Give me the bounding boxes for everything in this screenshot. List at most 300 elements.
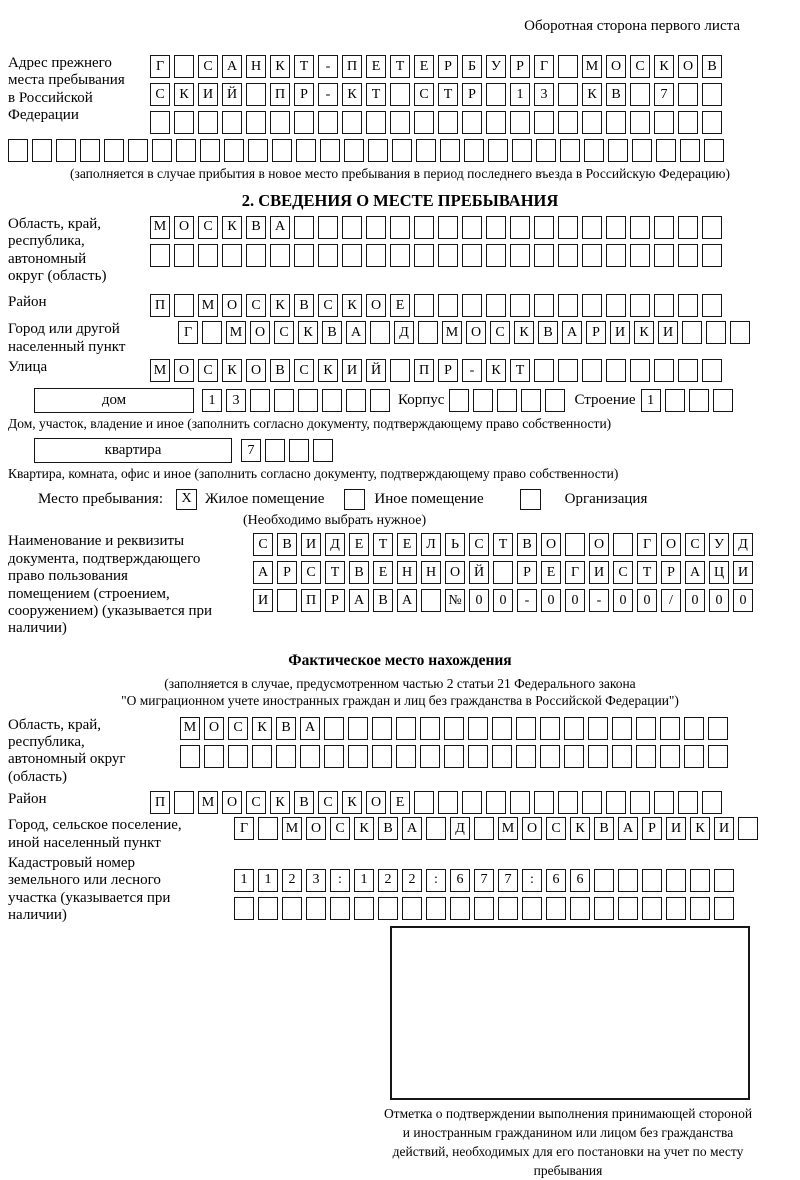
char-cell: И bbox=[658, 321, 678, 344]
char-cell bbox=[534, 216, 554, 239]
char-cell bbox=[560, 139, 580, 162]
char-grid-row bbox=[234, 869, 734, 892]
stay-type-hint: (Необходимо выбрать нужное) bbox=[243, 512, 427, 528]
char-cell bbox=[714, 869, 734, 892]
char-cell bbox=[180, 745, 200, 768]
char-cell: - bbox=[517, 589, 537, 612]
char-cell: К bbox=[252, 717, 272, 740]
char-cell: 7 bbox=[654, 83, 674, 106]
char-cell: № bbox=[445, 589, 465, 612]
char-cell: Т bbox=[366, 83, 386, 106]
char-cell: Е bbox=[366, 55, 386, 78]
char-cell: М bbox=[498, 817, 518, 840]
char-cell: О bbox=[246, 359, 266, 382]
char-cell bbox=[630, 791, 650, 814]
char-grid-row bbox=[178, 321, 750, 344]
char-cell bbox=[612, 717, 632, 740]
char-cell bbox=[8, 139, 28, 162]
char-cell bbox=[618, 897, 638, 920]
char-cell: С bbox=[246, 294, 266, 317]
char-cell: 1 bbox=[234, 869, 254, 892]
char-cell bbox=[582, 216, 602, 239]
char-cell: О bbox=[606, 55, 626, 78]
char-cell bbox=[450, 897, 470, 920]
char-cell: К bbox=[298, 321, 318, 344]
char-cell: Р bbox=[586, 321, 606, 344]
char-cell bbox=[654, 294, 674, 317]
char-cell bbox=[318, 111, 338, 134]
char-cell bbox=[318, 216, 338, 239]
char-cell: Й bbox=[366, 359, 386, 382]
char-cell bbox=[392, 139, 412, 162]
char-cell: К bbox=[342, 83, 362, 106]
char-cell bbox=[272, 139, 292, 162]
char-grid-row bbox=[234, 897, 734, 920]
char-cell bbox=[510, 244, 530, 267]
char-cell bbox=[656, 139, 676, 162]
char-cell bbox=[565, 533, 585, 556]
char-cell bbox=[684, 745, 704, 768]
char-cell bbox=[665, 389, 685, 412]
char-cell bbox=[706, 321, 726, 344]
char-cell bbox=[680, 139, 700, 162]
char-cell: М bbox=[180, 717, 200, 740]
char-cell bbox=[558, 791, 578, 814]
char-cell bbox=[540, 745, 560, 768]
char-cell bbox=[594, 869, 614, 892]
char-cell: С bbox=[246, 791, 266, 814]
char-cell bbox=[294, 111, 314, 134]
char-cell: 0 bbox=[733, 589, 753, 612]
char-cell bbox=[636, 745, 656, 768]
char-cell bbox=[702, 791, 722, 814]
char-cell bbox=[486, 111, 506, 134]
char-cell: 0 bbox=[709, 589, 729, 612]
char-cell: 0 bbox=[613, 589, 633, 612]
char-cell bbox=[414, 791, 434, 814]
char-cell: В bbox=[276, 717, 296, 740]
char-cell: Л bbox=[421, 533, 441, 556]
char-cell bbox=[690, 897, 710, 920]
char-cell: Е bbox=[390, 294, 410, 317]
char-cell: О bbox=[306, 817, 326, 840]
char-cell: Г bbox=[534, 55, 554, 78]
apartment-note: Квартира, комната, офис и иное (заполнить согласно документу, подтверждающему право собственности) bbox=[8, 466, 619, 482]
char-cell: Р bbox=[462, 83, 482, 106]
char-cell: О bbox=[522, 817, 542, 840]
char-cell bbox=[486, 294, 506, 317]
char-cell bbox=[258, 817, 278, 840]
char-cell bbox=[342, 216, 362, 239]
char-grid-row bbox=[150, 55, 722, 78]
char-cell bbox=[714, 897, 734, 920]
corner-note: Оборотная сторона первого листа bbox=[524, 18, 740, 34]
char-grid-row bbox=[253, 561, 753, 584]
char-cell: Й bbox=[222, 83, 242, 106]
char-cell: К bbox=[270, 55, 290, 78]
char-cell: Р bbox=[325, 589, 345, 612]
char-cell bbox=[606, 791, 626, 814]
char-cell: Р bbox=[517, 561, 537, 584]
char-cell bbox=[390, 216, 410, 239]
char-cell bbox=[636, 717, 656, 740]
char-cell bbox=[510, 791, 530, 814]
char-cell: Т bbox=[294, 55, 314, 78]
char-cell bbox=[540, 717, 560, 740]
char-cell: В bbox=[270, 359, 290, 382]
char-cell: К bbox=[270, 791, 290, 814]
char-cell bbox=[666, 869, 686, 892]
char-cell: К bbox=[354, 817, 374, 840]
char-cell bbox=[666, 897, 686, 920]
char-cell bbox=[486, 216, 506, 239]
char-cell bbox=[234, 897, 254, 920]
field-actual-district bbox=[8, 791, 792, 814]
char-grid-row bbox=[449, 389, 565, 412]
char-cell: К bbox=[270, 294, 290, 317]
char-cell bbox=[80, 139, 100, 162]
char-cell: 2 bbox=[282, 869, 302, 892]
char-cell bbox=[606, 244, 626, 267]
char-cell bbox=[558, 359, 578, 382]
char-grid-row bbox=[150, 791, 722, 814]
char-grid-row bbox=[150, 83, 722, 106]
char-cell: В bbox=[277, 533, 297, 556]
char-cell: И bbox=[589, 561, 609, 584]
char-cell bbox=[708, 745, 728, 768]
char-cell: 1 bbox=[202, 389, 222, 412]
char-cell bbox=[150, 111, 170, 134]
char-cell: Р bbox=[438, 55, 458, 78]
char-cell: Т bbox=[510, 359, 530, 382]
char-cell bbox=[534, 244, 554, 267]
char-cell: А bbox=[349, 589, 369, 612]
field-cadastre bbox=[8, 855, 792, 925]
char-cell bbox=[396, 745, 416, 768]
char-cell: М bbox=[150, 216, 170, 239]
char-cell bbox=[324, 717, 344, 740]
char-cell bbox=[265, 439, 285, 462]
char-cell: И bbox=[301, 533, 321, 556]
char-cell bbox=[730, 321, 750, 344]
char-grid-row bbox=[180, 745, 728, 768]
actual-location-note-2: "О миграционном учете иностранных граждан и лиц без гражданства в Российской Федерации") bbox=[121, 692, 679, 708]
char-cell: О bbox=[174, 359, 194, 382]
char-cell bbox=[630, 359, 650, 382]
char-cell bbox=[534, 111, 554, 134]
char-cell: В bbox=[517, 533, 537, 556]
char-cell: В bbox=[538, 321, 558, 344]
char-cell: Й bbox=[469, 561, 489, 584]
char-grid-row bbox=[150, 294, 722, 317]
char-cell bbox=[348, 745, 368, 768]
char-cell: В bbox=[594, 817, 614, 840]
apartment-type-box: квартира bbox=[34, 438, 232, 463]
char-cell bbox=[198, 111, 218, 134]
char-cell: 1 bbox=[354, 869, 374, 892]
char-cell bbox=[682, 321, 702, 344]
char-cell: К bbox=[222, 359, 242, 382]
char-cell bbox=[294, 244, 314, 267]
char-cell bbox=[368, 139, 388, 162]
char-grid-row bbox=[150, 244, 722, 267]
char-cell bbox=[282, 897, 302, 920]
char-cell bbox=[660, 745, 680, 768]
char-cell bbox=[522, 897, 542, 920]
char-cell bbox=[558, 244, 578, 267]
char-cell: У bbox=[709, 533, 729, 556]
char-cell bbox=[486, 244, 506, 267]
char-cell: В bbox=[606, 83, 626, 106]
char-cell bbox=[32, 139, 52, 162]
field-actual-region bbox=[8, 717, 792, 787]
char-cell bbox=[444, 745, 464, 768]
char-cell: Д bbox=[733, 533, 753, 556]
char-cell: И bbox=[733, 561, 753, 584]
char-cell bbox=[702, 244, 722, 267]
char-cell bbox=[198, 244, 218, 267]
char-cell: Е bbox=[390, 791, 410, 814]
char-cell: С bbox=[274, 321, 294, 344]
char-cell bbox=[250, 389, 270, 412]
field-label-district: Район bbox=[8, 294, 47, 311]
char-cell bbox=[582, 359, 602, 382]
char-cell: О bbox=[589, 533, 609, 556]
char-cell: О bbox=[174, 216, 194, 239]
char-cell bbox=[354, 897, 374, 920]
char-cell: 1 bbox=[510, 83, 530, 106]
char-cell bbox=[366, 244, 386, 267]
field-label-actual-district: Район bbox=[8, 791, 47, 808]
char-cell bbox=[464, 139, 484, 162]
char-cell bbox=[534, 791, 554, 814]
char-cell bbox=[613, 533, 633, 556]
field-label-region: Область, край, республика, автономный округ (область) bbox=[8, 215, 107, 285]
char-cell bbox=[492, 745, 512, 768]
char-cell: С bbox=[198, 55, 218, 78]
char-cell bbox=[582, 111, 602, 134]
char-cell bbox=[630, 111, 650, 134]
char-cell bbox=[246, 244, 266, 267]
char-cell bbox=[298, 389, 318, 412]
char-cell: - bbox=[318, 83, 338, 106]
field-district bbox=[8, 294, 792, 317]
char-cell: С bbox=[150, 83, 170, 106]
char-cell: К bbox=[634, 321, 654, 344]
char-cell: 3 bbox=[534, 83, 554, 106]
char-cell bbox=[246, 111, 266, 134]
char-cell bbox=[128, 139, 148, 162]
char-cell: С bbox=[630, 55, 650, 78]
char-cell: И bbox=[342, 359, 362, 382]
stay-type-row bbox=[38, 489, 792, 510]
char-cell bbox=[558, 55, 578, 78]
char-cell bbox=[320, 139, 340, 162]
char-cell bbox=[521, 389, 541, 412]
char-cell bbox=[704, 139, 724, 162]
field-label-city: Город или другой населенный пункт bbox=[8, 321, 126, 355]
char-cell bbox=[486, 83, 506, 106]
field-label-document: Наименование и реквизиты документа, подтверждающего право пользования помещением (строением, сооружением) (указывается при наличии) bbox=[8, 533, 213, 637]
char-cell: Ц bbox=[709, 561, 729, 584]
char-cell bbox=[690, 869, 710, 892]
char-cell bbox=[438, 111, 458, 134]
char-cell bbox=[174, 111, 194, 134]
char-cell bbox=[438, 244, 458, 267]
char-cell: О bbox=[366, 791, 386, 814]
char-cell: П bbox=[270, 83, 290, 106]
char-cell: : bbox=[426, 869, 446, 892]
char-cell bbox=[702, 294, 722, 317]
stay-type-checkbox-residential: X bbox=[176, 489, 197, 510]
char-cell: Р bbox=[642, 817, 662, 840]
char-cell bbox=[702, 359, 722, 382]
char-cell: 0 bbox=[469, 589, 489, 612]
char-cell: С bbox=[685, 533, 705, 556]
char-cell: Т bbox=[325, 561, 345, 584]
house-type-box: дом bbox=[34, 388, 194, 413]
char-cell: В bbox=[246, 216, 266, 239]
char-cell: : bbox=[522, 869, 542, 892]
char-cell bbox=[468, 717, 488, 740]
char-cell bbox=[104, 139, 124, 162]
char-cell bbox=[678, 83, 698, 106]
char-cell bbox=[372, 745, 392, 768]
char-cell bbox=[402, 897, 422, 920]
char-cell bbox=[462, 111, 482, 134]
char-cell bbox=[318, 244, 338, 267]
char-cell bbox=[372, 717, 392, 740]
char-cell: М bbox=[198, 791, 218, 814]
char-cell: О bbox=[204, 717, 224, 740]
char-cell bbox=[678, 791, 698, 814]
char-grid-row bbox=[150, 216, 722, 239]
char-cell: К bbox=[514, 321, 534, 344]
char-cell: И bbox=[253, 589, 273, 612]
char-cell bbox=[545, 389, 565, 412]
char-cell: Г bbox=[565, 561, 585, 584]
field-apartment bbox=[34, 438, 792, 463]
char-cell: Г bbox=[150, 55, 170, 78]
char-cell: 7 bbox=[241, 439, 261, 462]
char-cell bbox=[486, 791, 506, 814]
char-cell bbox=[642, 869, 662, 892]
char-cell bbox=[713, 389, 733, 412]
char-cell: О bbox=[222, 791, 242, 814]
char-cell: Р bbox=[277, 561, 297, 584]
char-cell: М bbox=[582, 55, 602, 78]
char-cell: С bbox=[228, 717, 248, 740]
char-cell: 1 bbox=[258, 869, 278, 892]
char-cell bbox=[348, 717, 368, 740]
char-cell bbox=[324, 745, 344, 768]
char-cell: Т bbox=[373, 533, 393, 556]
char-cell: С bbox=[318, 791, 338, 814]
char-cell bbox=[689, 389, 709, 412]
char-cell bbox=[342, 111, 362, 134]
char-cell: 0 bbox=[565, 589, 585, 612]
char-cell bbox=[630, 83, 650, 106]
char-cell: Р bbox=[438, 359, 458, 382]
char-grid-row bbox=[253, 533, 753, 556]
char-cell bbox=[462, 244, 482, 267]
char-cell bbox=[294, 216, 314, 239]
char-cell: О bbox=[250, 321, 270, 344]
char-cell bbox=[678, 294, 698, 317]
char-cell: Б bbox=[462, 55, 482, 78]
char-cell: О bbox=[366, 294, 386, 317]
char-cell bbox=[702, 83, 722, 106]
char-cell bbox=[274, 389, 294, 412]
char-cell: А bbox=[222, 55, 242, 78]
char-cell: 3 bbox=[306, 869, 326, 892]
char-cell: У bbox=[486, 55, 506, 78]
char-cell bbox=[270, 244, 290, 267]
char-cell bbox=[488, 139, 508, 162]
char-cell: С bbox=[414, 83, 434, 106]
char-cell bbox=[684, 717, 704, 740]
char-cell: С bbox=[198, 216, 218, 239]
char-cell: П bbox=[301, 589, 321, 612]
field-region bbox=[8, 216, 792, 286]
char-cell bbox=[204, 745, 224, 768]
char-cell: Р bbox=[661, 561, 681, 584]
char-cell: А bbox=[300, 717, 320, 740]
char-cell bbox=[438, 216, 458, 239]
char-cell: 0 bbox=[493, 589, 513, 612]
char-cell: А bbox=[685, 561, 705, 584]
char-cell bbox=[654, 791, 674, 814]
char-cell: В bbox=[349, 561, 369, 584]
char-cell bbox=[444, 717, 464, 740]
char-cell: И bbox=[198, 83, 218, 106]
field-prev-address bbox=[8, 55, 792, 134]
char-cell: 6 bbox=[546, 869, 566, 892]
field-label-cadastre: Кадастровый номер земельного или лесного участка (указывается при наличии) bbox=[8, 854, 171, 924]
char-cell: В bbox=[378, 817, 398, 840]
char-cell bbox=[366, 111, 386, 134]
char-cell bbox=[546, 897, 566, 920]
field-street bbox=[8, 359, 792, 382]
char-cell bbox=[558, 294, 578, 317]
char-cell bbox=[608, 139, 628, 162]
char-cell bbox=[510, 216, 530, 239]
char-cell: 0 bbox=[637, 589, 657, 612]
char-cell bbox=[246, 83, 266, 106]
char-cell bbox=[346, 389, 366, 412]
char-cell: С bbox=[469, 533, 489, 556]
char-cell bbox=[276, 745, 296, 768]
char-cell: Г bbox=[234, 817, 254, 840]
char-cell bbox=[516, 717, 536, 740]
char-cell: Д bbox=[394, 321, 414, 344]
char-grid-row bbox=[253, 589, 753, 612]
char-cell: Р bbox=[510, 55, 530, 78]
field-actual-city bbox=[8, 817, 792, 852]
char-cell bbox=[474, 817, 494, 840]
section2-title: 2. СВЕДЕНИЯ О МЕСТЕ ПРЕБЫВАНИЯ bbox=[241, 190, 559, 210]
char-cell bbox=[582, 791, 602, 814]
char-cell: И bbox=[666, 817, 686, 840]
char-cell bbox=[510, 294, 530, 317]
stamp-area bbox=[390, 926, 750, 1100]
char-cell: С bbox=[546, 817, 566, 840]
char-cell bbox=[660, 717, 680, 740]
char-cell: К bbox=[582, 83, 602, 106]
char-cell bbox=[449, 389, 469, 412]
char-cell: В bbox=[294, 791, 314, 814]
char-cell: О bbox=[466, 321, 486, 344]
